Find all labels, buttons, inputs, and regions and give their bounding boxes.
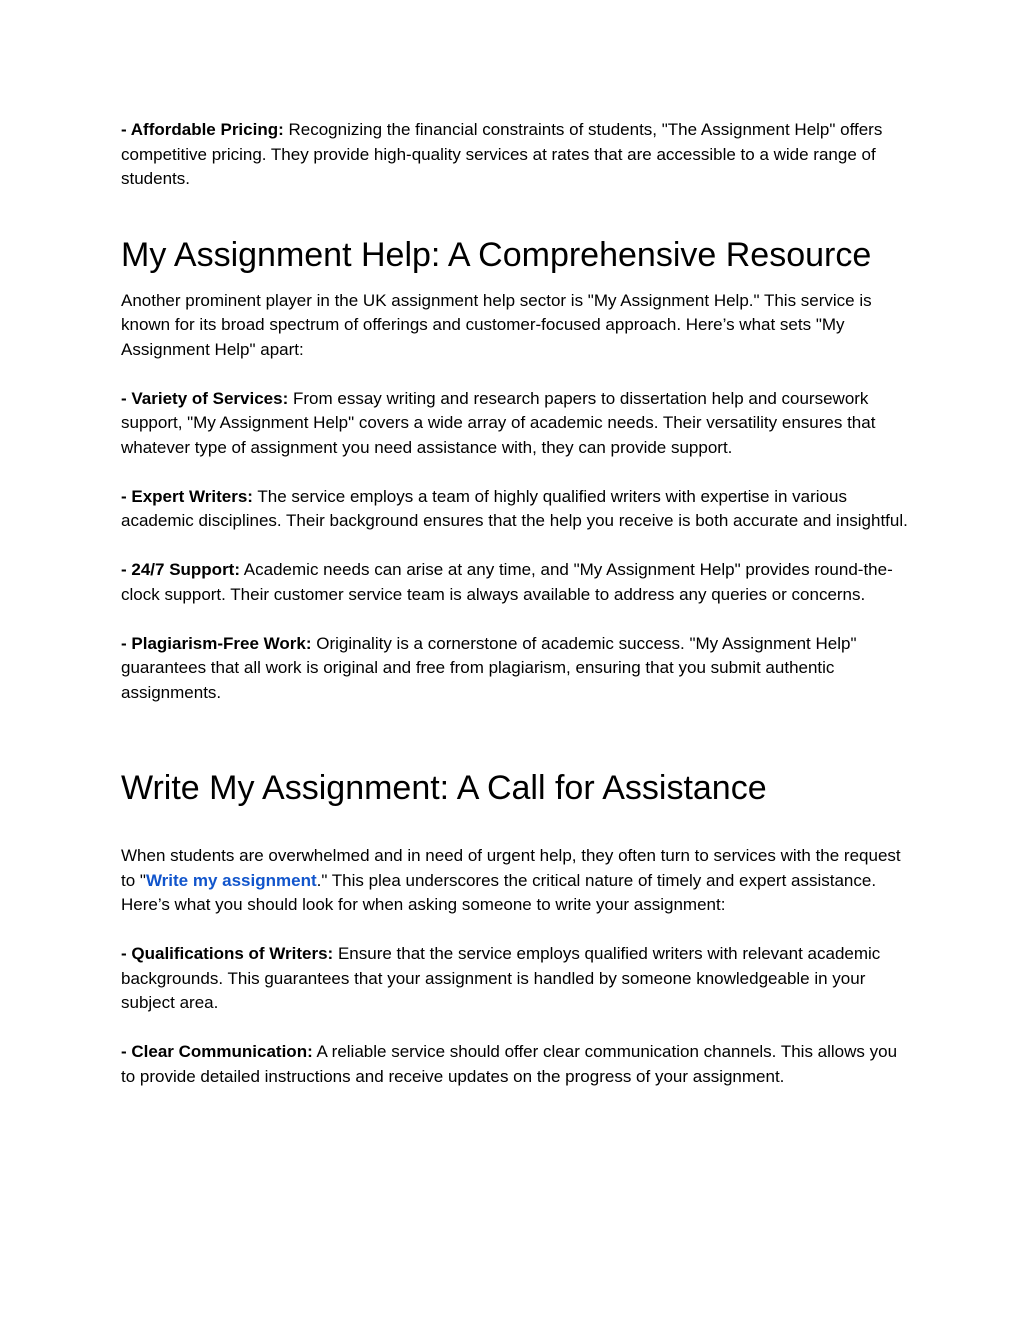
support-24-7-item <box>121 558 911 607</box>
document-page <box>121 118 911 1089</box>
section1-intro: Another prominent player in the UK assignment help sector is "My Assignment Help." This service is known for its broad spectrum of offerings and customer-focused approach. Here’s what sets "My Assignment Help" apart: <box>121 290 872 359</box>
item-text: From essay writing and research papers to dissertation help and coursework support, "My Assignment Help" covers a wide array of academic needs. Their versatility ensures that whatever type of assignment you need assistance with, they can provide support. <box>121 388 876 457</box>
section-heading-my-assignment-help: My Assignment Help: A Comprehensive Resource <box>121 235 872 274</box>
item-text: Ensure that the service employs qualified writers with relevant academic backgrounds. This guarantees that your assignment is handled by someone knowledgeable in your subject area. <box>121 944 881 1012</box>
item-text: The service employs a team of highly qualified writers with expertise in various academic disciplines. Their background ensures that the help you receive is both accurate and insightful. <box>121 486 908 530</box>
item-label: - Affordable Pricing: <box>121 120 284 139</box>
item-label: - Qualifications of Writers: <box>121 944 334 963</box>
item-label: - Expert Writers: <box>121 486 253 506</box>
write-my-assignment-link[interactable]: Write my assignment <box>145 870 317 890</box>
section2-intro <box>121 844 911 918</box>
item-label: - Variety of Services: <box>121 388 289 408</box>
qualifications-of-writers-item <box>121 942 911 1016</box>
item-text: Recognizing the financial constraints of students, "The Assignment Help" offers competitive pricing. They provide high-quality services at rates that are accessible to a wide range of students. <box>121 120 883 188</box>
intro-text-before: When students are overwhelmed and in need of urgent help, they often turn to services with the request to " <box>121 846 901 890</box>
plagiarism-free-work-item <box>121 632 911 706</box>
affordable-pricing-item <box>121 118 911 192</box>
item-text: Originality is a cornerstone of academic success. "My Assignment Help" guarantees that all work is original and free from plagiarism, ensuring that you submit authentic assignments. <box>121 633 857 702</box>
clear-communication-item <box>121 1040 911 1089</box>
item-label: - Plagiarism-Free Work: <box>121 633 312 653</box>
item-label: - 24/7 Support: <box>121 560 241 579</box>
item-text: Academic needs can arise at any time, and "My Assignment Help" provides round-the-clock support. Their customer service team is always available to address any queries or concerns. <box>121 560 893 604</box>
item-text: A reliable service should offer clear communication channels. This allows you to provide detailed instructions and receive updates on the progress of your assignment. <box>121 1042 898 1086</box>
section-heading-write-my-assignment: Write My Assignment: A Call for Assistance <box>121 769 767 807</box>
variety-of-services-item <box>121 387 911 461</box>
expert-writers-item <box>121 485 911 534</box>
intro-text-after: ." This plea underscores the critical nature of timely and expert assistance. Here’s what you should look for when asking someone to write your assignment: <box>121 870 877 914</box>
item-label: - Clear Communication: <box>121 1042 313 1061</box>
